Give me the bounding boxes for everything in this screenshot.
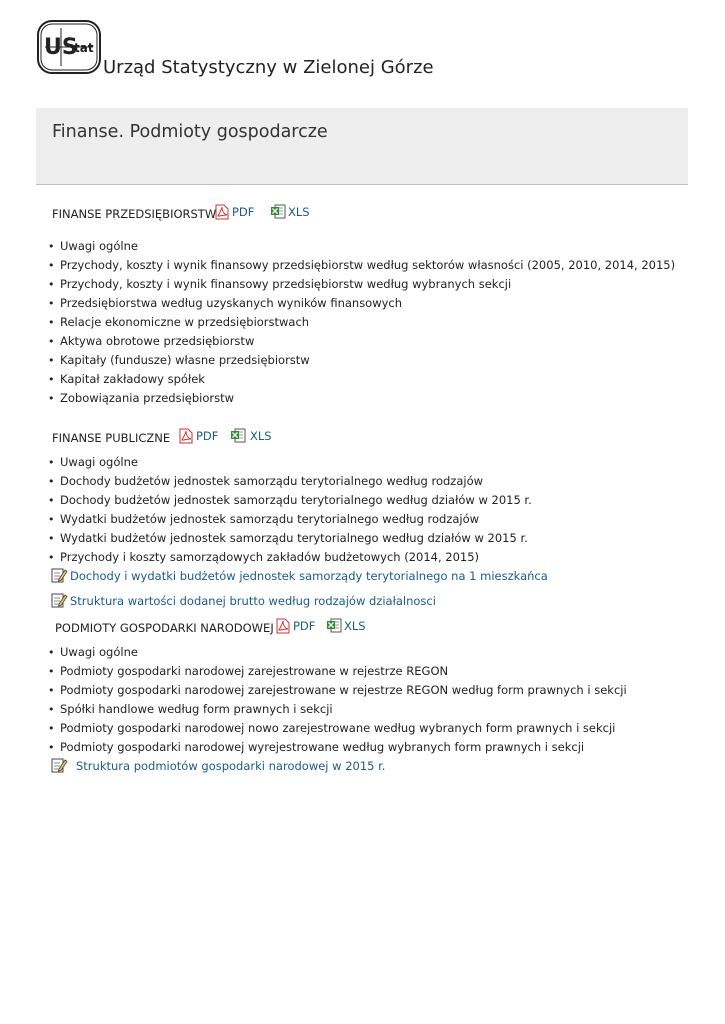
dochody-wydatki-link[interactable] <box>51 567 548 584</box>
pdf-file-icon <box>214 204 230 220</box>
list-item[interactable]: • Wydatki budżetów jednostek samorządu terytorialnego według działów w 2015 r. <box>48 529 532 548</box>
edit-document-icon <box>51 757 68 774</box>
list-item[interactable]: • Podmioty gospodarki narodowej nowo zarejestrowane według wybranych form prawnych i sekcji <box>48 719 627 738</box>
list-item[interactable]: • Uwagi ogólne <box>48 453 532 472</box>
pdf-label: PDF <box>232 205 255 219</box>
struktura-podmiotow-link[interactable] <box>51 757 385 774</box>
pdf-label: PDF <box>293 619 316 633</box>
svg-text:tat: tat <box>74 41 94 55</box>
link-label: Struktura wartości dodanej brutto według rodzajów działalnosci <box>70 593 436 608</box>
page-title: Finanse. Podmioty gospodarcze <box>52 122 328 142</box>
xls-label: XLS <box>344 619 366 633</box>
list-item[interactable]: • Uwagi ogólne <box>48 643 627 662</box>
list-item[interactable]: • Podmioty gospodarki narodowej zarejestrowane w rejestrze REGON <box>48 662 627 681</box>
excel-file-icon <box>230 428 246 444</box>
list-item[interactable]: • Przedsiębiorstwa według uzyskanych wyników finansowych <box>48 294 675 313</box>
list-item[interactable]: • Zobowiązania przedsiębiorstw <box>48 389 675 408</box>
list-item[interactable]: • Aktywa obrotowe przedsiębiorstw <box>48 332 675 351</box>
excel-file-icon <box>270 204 286 220</box>
link-label: Struktura podmiotów gospodarki narodowej w 2015 r. <box>76 758 386 773</box>
list-item[interactable]: • Dochody budżetów jednostek samorządu terytorialnego według rodzajów <box>48 472 532 491</box>
pdf-file-icon <box>275 618 291 634</box>
site-title: Urząd Statystyczny w Zielonej Górze <box>103 57 434 78</box>
section-heading-finanse-przedsiebiorstw: FINANSE PRZEDSIĘBIORSTW <box>52 207 217 221</box>
list-item[interactable]: • Dochody budżetów jednostek samorządu terytorialnego według działów w 2015 r. <box>48 491 532 510</box>
struktura-wartosci-link[interactable] <box>51 592 436 609</box>
xls-download-link[interactable] <box>230 428 272 444</box>
section-heading-finanse-publiczne: FINANSE PUBLICZNE <box>52 431 171 445</box>
list-item[interactable]: • Przychody i koszty samorządowych zakładów budżetowych (2014, 2015) <box>48 548 532 567</box>
excel-file-icon <box>326 618 342 634</box>
pdf-download-link[interactable] <box>275 618 315 634</box>
list-item[interactable]: • Kapitał zakładowy spółek <box>48 370 675 389</box>
list-item[interactable]: • Przychody, koszty i wynik finansowy przedsiębiorstw według sektorów własności (2005, 2010, 2014, 2015) <box>48 256 675 275</box>
finanse-publiczne-list <box>48 453 532 567</box>
list-item[interactable]: • Kapitały (fundusze) własne przedsiębiorstw <box>48 351 675 370</box>
xls-label: XLS <box>288 205 310 219</box>
finanse-przedsiebiorstw-list <box>48 237 675 408</box>
edit-document-icon <box>51 567 68 584</box>
list-item[interactable]: • Podmioty gospodarki narodowej wyrejestrowane według wybranych form prawnych i sekcji <box>48 738 627 757</box>
list-item[interactable]: • Wydatki budżetów jednostek samorządu terytorialnego według rodzajów <box>48 510 532 529</box>
list-item[interactable]: • Przychody, koszty i wynik finansowy przedsiębiorstw według wybranych sekcji <box>48 275 675 294</box>
ustat-logo <box>37 20 101 74</box>
edit-document-icon <box>51 592 68 609</box>
list-item[interactable]: • Relacje ekonomiczne w przedsiębiorstwach <box>48 313 675 332</box>
svg-text:US: US <box>44 35 78 60</box>
pdf-label: PDF <box>196 429 219 443</box>
list-item[interactable]: • Uwagi ogólne <box>48 237 675 256</box>
podmioty-gospodarki-list <box>48 643 627 757</box>
pdf-file-icon <box>178 428 194 444</box>
xls-label: XLS <box>250 429 272 443</box>
xls-download-link[interactable] <box>326 618 366 634</box>
link-label: Dochody i wydatki budżetów jednostek samorządy terytorialnego na 1 mieszkańca <box>70 568 548 583</box>
section-heading-podmioty-gospodarki: PODMIOTY GOSPODARKI NARODOWEJ <box>55 621 274 635</box>
xls-download-link[interactable] <box>270 204 310 220</box>
page-header <box>36 108 688 185</box>
list-item[interactable]: • Podmioty gospodarki narodowej zarejestrowane w rejestrze REGON według form prawnych i sekcji <box>48 681 627 700</box>
pdf-download-link[interactable] <box>214 204 254 220</box>
pdf-download-link[interactable] <box>178 428 218 444</box>
list-item[interactable]: • Spółki handlowe według form prawnych i sekcji <box>48 700 627 719</box>
